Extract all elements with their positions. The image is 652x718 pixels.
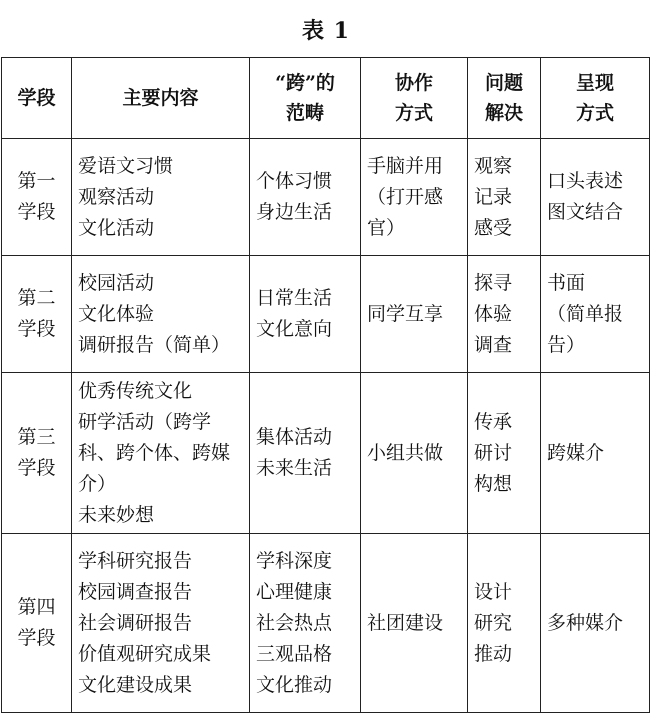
header-collab: 协作 方式	[361, 58, 468, 139]
table-caption: 表 1	[302, 18, 350, 44]
cell-problem: 设计 研究 推动	[468, 534, 541, 713]
cell-collab: 社团建设	[361, 534, 468, 713]
table-row	[2, 534, 650, 713]
cell-collab: 手脑并用 （打开感 官）	[361, 139, 468, 256]
cell-content: 校园活动 文化体验 调研报告（简单）	[72, 256, 250, 373]
cell-stage: 第四 学段	[2, 534, 72, 713]
cell-scope: 集体活动 未来生活	[250, 373, 361, 534]
table-row	[2, 139, 650, 256]
cell-scope: 日常生活 文化意向	[250, 256, 361, 373]
header-content: 主要内容	[72, 58, 250, 139]
cell-problem: 探寻 体验 调查	[468, 256, 541, 373]
cell-content: 优秀传统文化 研学活动（跨学 科、跨个体、跨媒 介） 未来妙想	[72, 373, 250, 534]
header-stage: 学段	[2, 58, 72, 139]
cell-problem: 观察 记录 感受	[468, 139, 541, 256]
header-scope: “跨”的 范畴	[250, 58, 361, 139]
header-present: 呈现 方式	[541, 58, 650, 139]
cell-scope: 个体习惯 身边生活	[250, 139, 361, 256]
cell-present: 多种媒介	[541, 534, 650, 713]
cell-content: 爱语文习惯 观察活动 文化活动	[72, 139, 250, 256]
table-row	[2, 373, 650, 534]
cell-collab: 同学互享	[361, 256, 468, 373]
learning-stage-table	[1, 57, 650, 713]
cell-stage: 第二 学段	[2, 256, 72, 373]
cell-scope: 学科深度 心理健康 社会热点 三观品格 文化推动	[250, 534, 361, 713]
header-problem: 问题 解决	[468, 58, 541, 139]
cell-stage: 第三 学段	[2, 373, 72, 534]
cell-collab: 小组共做	[361, 373, 468, 534]
cell-present: 口头表述 图文结合	[541, 139, 650, 256]
cell-problem: 传承 研讨 构想	[468, 373, 541, 534]
header-row	[2, 58, 650, 139]
table-row	[2, 256, 650, 373]
cell-present: 跨媒介	[541, 373, 650, 534]
cell-present: 书面 （简单报 告）	[541, 256, 650, 373]
cell-stage: 第一 学段	[2, 139, 72, 256]
cell-content: 学科研究报告 校园调查报告 社会调研报告 价值观研究成果 文化建设成果	[72, 534, 250, 713]
